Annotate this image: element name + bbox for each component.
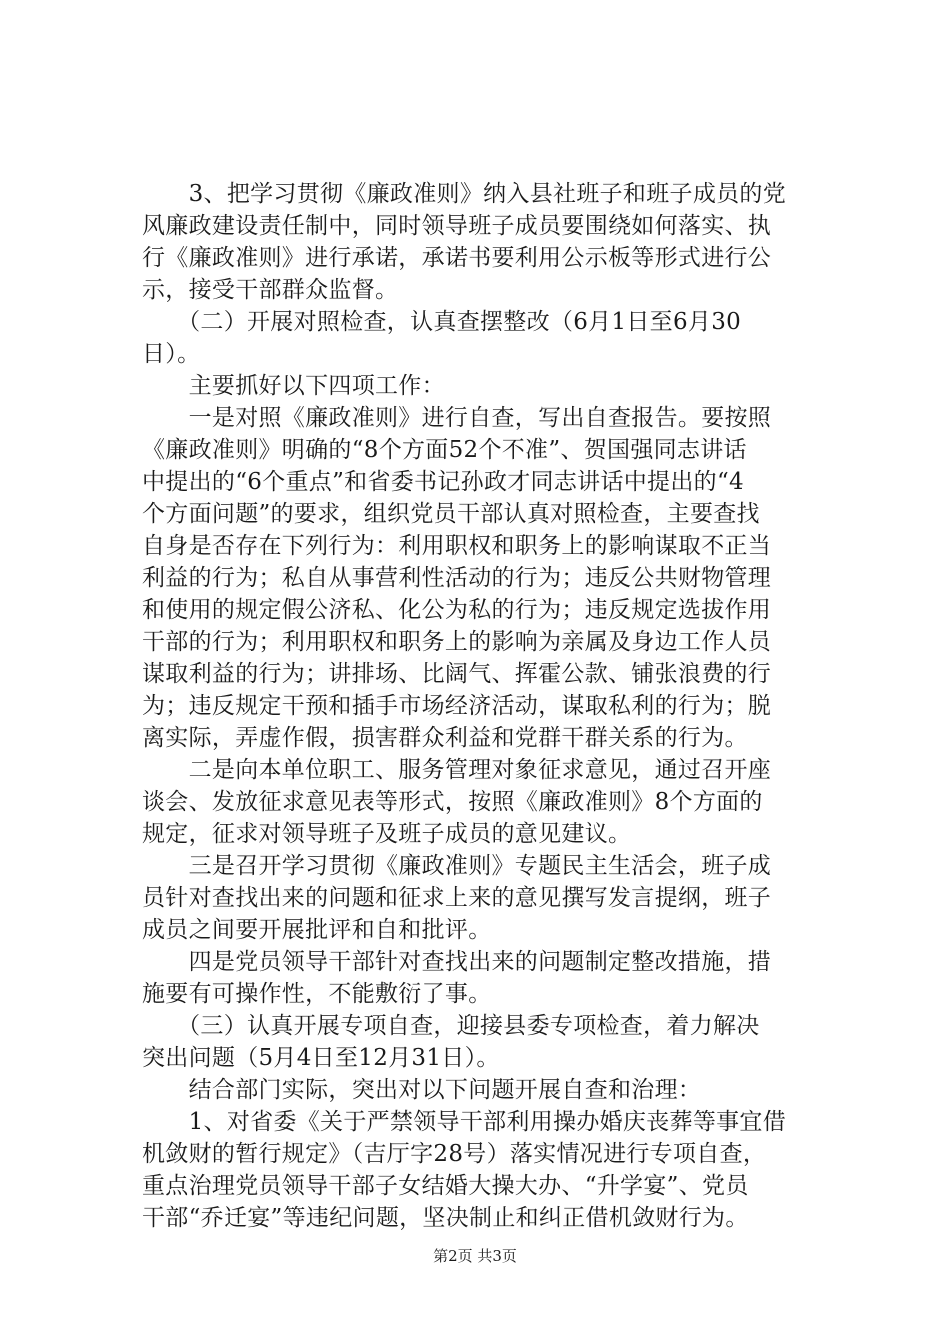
text-line: 一是对照《廉政准则》进行自查，写出自查报告。要按照 (142, 405, 772, 431)
text-line: 突出问题（5月4日至12月31日）。 (142, 1045, 500, 1071)
text-line: （二）开展对照检查，认真查摆整改（6月1日至6月30 (142, 309, 742, 335)
text-line: 规定，征求对领导班子及班子成员的意见建议。 (142, 821, 632, 847)
text-line: （三）认真开展专项自查，迎接县委专项检查，着力解决 (142, 1013, 760, 1039)
text-line: 《廉政准则》明确的“8个方面52个不准”、贺国强同志讲话 (142, 437, 747, 463)
text-line: 员针对查找出来的问题和征求上来的意见撰写发言提纲，班子 (142, 885, 772, 911)
text-line: 干部的行为；利用职权和职务上的影响为亲属及身边工作人员 (142, 629, 772, 655)
text-line: 干部“乔迁宴”等违纪问题，坚决制止和纠正借机敛财行为。 (142, 1205, 749, 1231)
text-line: 3、把学习贯彻《廉政准则》纳入县社班子和班子成员的党 (142, 181, 787, 207)
text-line: 谋取利益的行为；讲排场、比阔气、挥霍公款、铺张浪费的行 (142, 661, 772, 687)
text-line: 和使用的规定假公济私、化公为私的行为；违反规定选拔作用 (142, 597, 772, 623)
text-line: 示，接受干部群众监督。 (142, 277, 399, 303)
text-line: 成员之间要开展批评和自和批评。 (142, 917, 492, 943)
text-line: 重点治理党员领导干部子女结婚大操大办、“升学宴”、党员 (142, 1173, 749, 1199)
text-line: 利益的行为；私自从事营利性活动的行为；违反公共财物管理 (142, 565, 772, 591)
text-line: 离实际，弄虚作假，损害群众利益和党群干群关系的行为。 (142, 725, 748, 751)
text-line: 风廉政建设责任制中，同时领导班子成员要围绕如何落实、执 (142, 213, 772, 239)
text-line: 个方面问题”的要求，组织党员干部认真对照检查，主要查找 (142, 501, 760, 527)
text-line: 自身是否存在下列行为：利用职权和职务上的影响谋取不正当 (142, 533, 772, 559)
text-line: 施要有可操作性，不能敷衍了事。 (142, 981, 492, 1007)
text-line: 主要抓好以下四项工作： (142, 373, 445, 399)
text-line: 日）。 (142, 341, 201, 367)
text-line: 结合部门实际，突出对以下问题开展自查和治理： (142, 1077, 702, 1103)
text-line: 1、对省委《关于严禁领导干部利用操办婚庆丧葬等事宜借 (142, 1109, 787, 1135)
text-line: 三是召开学习贯彻《廉政准则》专题民主生活会，班子成 (142, 853, 772, 879)
text-line: 行《廉政准则》进行承诺，承诺书要利用公示板等形式进行公 (142, 245, 772, 271)
text-line: 谈会、发放征求意见表等形式，按照《廉政准则》8个方面的 (142, 789, 763, 815)
text-line: 二是向本单位职工、服务管理对象征求意见，通过召开座 (142, 757, 772, 783)
page-number-footer: 第2页 共3页 (433, 1247, 517, 1265)
text-line: 中提出的“6个重点”和省委书记孙政才同志讲话中提出的“4 (142, 469, 744, 495)
text-line: 为；违反规定干预和插手市场经济活动，谋取私利的行为；脱 (142, 693, 772, 719)
text-line: 四是党员领导干部针对查找出来的问题制定整改措施，措 (142, 949, 772, 975)
text-line: 机敛财的暂行规定》（吉厅字28号）落实情况进行专项自查， (142, 1141, 767, 1167)
